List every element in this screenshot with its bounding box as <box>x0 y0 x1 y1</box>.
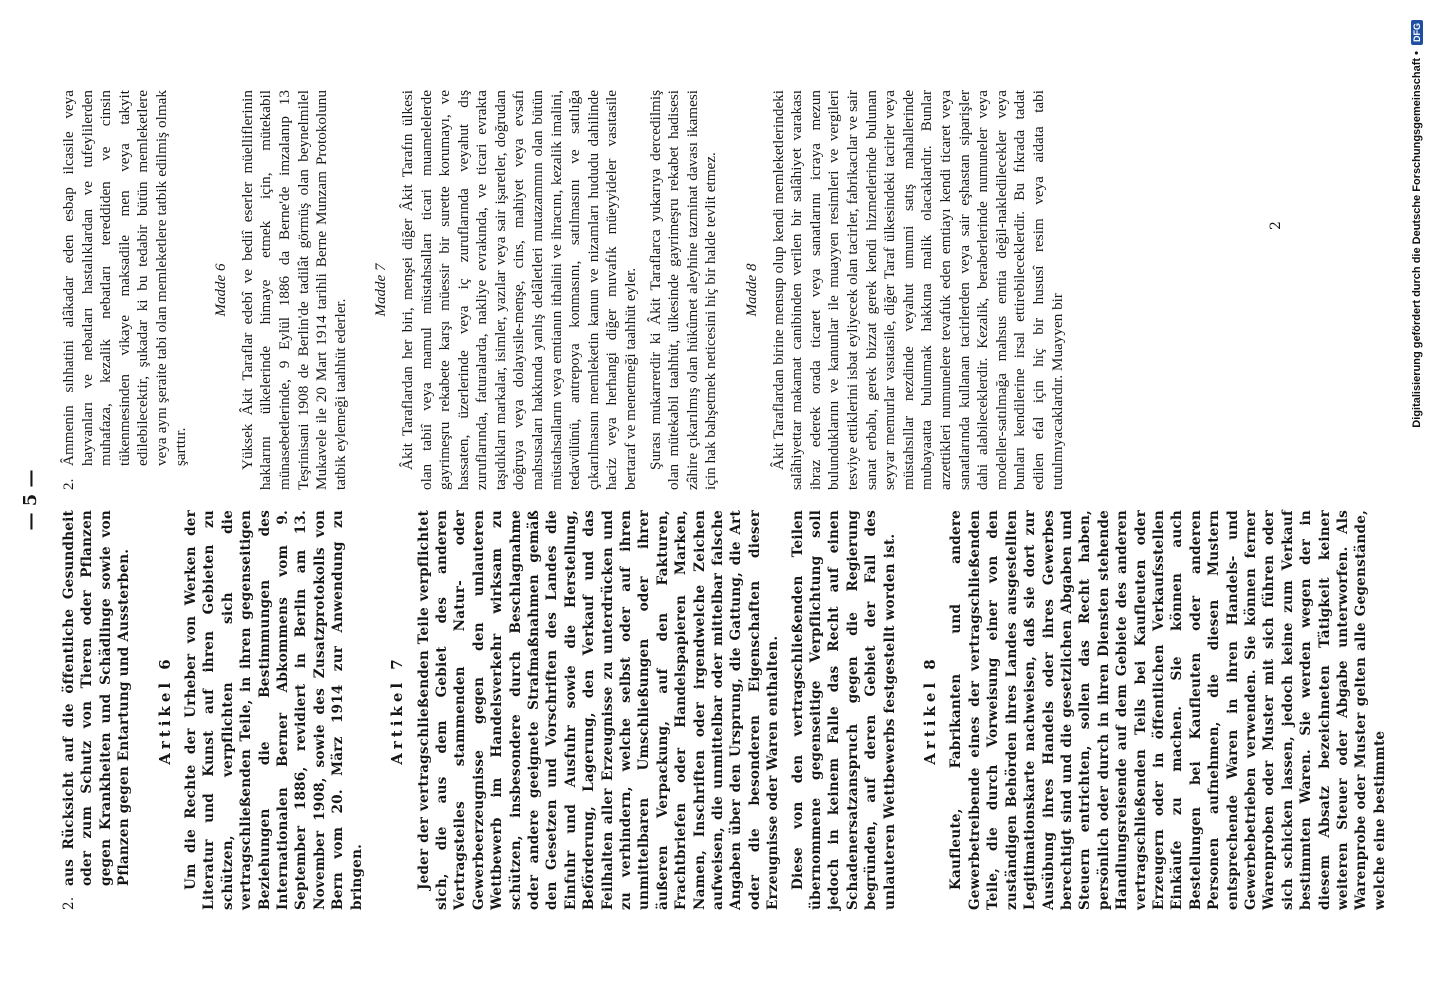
turkish-madde-8-text: Âkit Taraflardan birine mensup olup kendi memleketlerindeki salâhiyettar makamat canibinden verilen bir salâhiyet varakası ibraz ederek orada ticaret veya sanatlarını icraya mezun bulunduklarını ve kanunlar ile muayyen resimleri ve vergileri tesviye ettiklerini isbat eyliyecek olan tacirler, fabrikacılar ve sair sanat erbabı, gerek bizzat gerek kendi hizmetlerinde bulunan seyyar memurlar vasıtasile, diğer Taraf ülkesindeki tacirler veya müstahsıllar nezdinde veyahut umumi satış mahallerinde mubayaatta bulunmak hakkına malik olacaklardır. Bunlar arzettikleri numunelere tevafuk eden emtiayı kendi ticaret veya sanatlarında kullanan tacirlerden veya sair eşhastan siparişler dahi alabileceklerdir. Kezalik, beraberlerinde numuneler veya modeller-satılmağa mahsus emtia değil-nakledilecekler veya bunları kendilerine irsal ettirebileceklerdir. Bu fıkrada tadat edilen efal için hiç bir hususî resim veya aidata tabi tutulmıyacaklardır. Muayyen bir <box>769 90 1066 490</box>
turkish-item-2-number: 2. <box>60 478 77 490</box>
dfg-sidebar <box>1400 0 1434 1000</box>
german-article-7-heading: Artikel 7 <box>388 655 407 765</box>
german-item-2 <box>60 510 134 910</box>
german-article-8-text: Kaufleute, Fabrikanten und andere Gewerbetreibende eines der vertragschließenden Teile, die durch Vorweisung einer von den zuständigen Behörden ihres Landes ausgestellten Legitimationskarte nachweisen, daß sie dort zur Ausübung ihres Handels oder ihres Gewerbes berechtigt sind und die gesetzlichen Abgaben und Steuern entrichten, sollen das Recht haben, persönlich oder durch in ihren Diensten stehende Handlungsreisende auf dem Gebiete des anderen vertragschließenden Teils bei Kaufleuten oder Erzeugern oder in öffentlichen Verkaufsstellen Einkäufe zu machen. Sie können auch Bestellungen bei Kaufleuten oder anderen Personen aufnehmen, die diesen Mustern entsprechende Waren in ihren Handels- und Gewerbebetrieben verwenden. Sie können ferner Warenproben oder Muster mit sich führen oder sich schicken lassen, jedoch keine zum Verkauf bestimmten Waren. Sie werden wegen der in diesem Absatz bezeichneten Tätigkeit keiner weiteren Steuer oder Abgabe unterworfen. Als Warenprobe oder Muster gelten alle Gegenstände, welche eine bestimmte <box>948 510 1388 910</box>
german-article-6-text: Um die Rechte der Urheber von Werken der Literatur und Kunst auf ihren Gebieten zu schützen, verpflichten sich die vertragschließenden Teile, in ihren gegenseitigen Beziehungen die Bestimmungen des Internationalen Berner Abkommens vom 9. September 1886, revidiert in Berlin am 13. November 1908, sowie des Zusatzprotokolls von Bern vom 20. März 1914 zur Anwendung zu bringen. <box>183 510 365 910</box>
dfg-note-text: Digitalisierung gefördert durch die Deutsche Forschungsgemeinschaft • <box>1411 51 1423 428</box>
german-item-2-number: 2. <box>61 896 77 910</box>
german-item-2-text: aus Rücksicht auf die öffentliche Gesundheit oder zum Schutz von Tieren oder Pflanzen gegen Krankheiten und Schädlinge sowie von Pflanzen gegen Entartung und Aussterben. <box>61 510 133 886</box>
turkish-madde-7-paragraph-1: Âkit Taraflardan her biri, menşei diğer Âkit Tarafın ülkesi olan tabiî veya mamul müstahsalları ticari muamelelerde gayrimeşru rekabete karşı müessir bir surette korumayı, ve hassaten, üzerlerinde veya iç zuruflarında veyahut dış zuruflarında, faturalarda, nakliye evrakında, ve ticari evrakta taşıdıkları markalar, isimler, yazılar veya sair işaretler, doğrudan doğruya veya dolayısile-menşe, cins, mahiyet veya evsafı mahsusaları hakkında yanlış delâletleri mutazammın olan bütün müstahsalların veya emtianın ithalini ve ihracını, kezalik imalini, tedavülünü, antrepoya konmasını, satılmasını ve satılığa çıkarılmasını memleketin kanun ve nizamları hududu dahilinde haciz veya herhangi diğer muvafık müeyyideler vasıtasile bertaraf ve menetmeği taahhüt eyler. <box>398 90 640 490</box>
turkish-madde-6-text: Yüksek Âkit Taraflar edebî ve bediî eserler müelliflerinin haklarını ülkelerinde himaye etmek için, mütekabil münasebetlerinde, 9 Eylül 1886 da Berne'de imzalanıp 13 Teşrinisani 1908 de Berlin'de tadilât görmüş olan beynelmilel Mukavele ile 20 Mart 1914 tarihli Berne Munzam Protokolunu tatbik eylemeği taahhüt ederler. <box>238 90 349 490</box>
german-article-7-paragraph-2: Diese von den vertragschließenden Teilen übernommene gegenseitige Verpflichtung soll jedoch in keinem Falle das Recht auf einen Schadenersatzanspruch gegen die Regierung begründen, auf deren Gebiet der Fall des unlauteren Wettbewerbs festgestellt worden ist. <box>789 510 898 910</box>
dfg-note <box>1400 0 1434 1000</box>
turkish-madde-7-paragraph-2: Şurası mukarrerdir ki Âkit Taraflarca yukarıya dercedilmiş olan mütekabil taahhüt, ülkesinde gayrimeşru rekabet hadisesi zâhire çıkarılmış olan hükûmet aleyhine tazminat davası ikamesi için hak bahşetmek neticesini hiç bir halde tevlit etmez. <box>646 90 720 490</box>
german-column <box>60 510 1388 910</box>
turkish-madde-6-heading: Madde 6 <box>213 263 230 317</box>
german-article-6-heading: Artikel 6 <box>155 655 174 765</box>
turkish-item-2 <box>60 90 190 490</box>
german-article-8-heading: Artikel 8 <box>921 655 940 765</box>
turkish-item-2-text: Âmmenin sıhhatini alâkadar eden esbap ilcasile veya hayvanları ve nebatları hastalıklardan ve tufeylilerden muhafaza, kezalik nebatları tereddiden ve cinsin tükenmesinden vikaye maksadile men veya takyit edilebilecektir, şukadar ki bu tedabir bütün memleketlere veya aynı şeraite tabi olan memleketlere tatbik edilmiş olmak şarttır. <box>60 90 189 466</box>
turkish-column <box>60 90 1240 490</box>
footer-number: 2 <box>1268 221 1284 230</box>
turkish-madde-8-heading: Madde 8 <box>744 263 760 317</box>
dfg-logo-icon: DFG <box>1411 20 1423 45</box>
turkish-madde-7-heading: Madde 7 <box>373 263 390 317</box>
page-number: — 5 — <box>20 469 41 531</box>
german-article-7-paragraph-1: Jeder der vertragschließenden Teile verpflichtet sich, die aus dem Gebiet des anderen Vertragsteiles stammenden Natur- oder Gewerbeerzeugnisse gegen den unlauteren Wettbewerb im Handelsverkehr wirksam zu schützen, insbesondere durch Beschlagnahme oder andere geeignete Strafmaßnahmen gemäß den Gesetzen und Vorschriften des Landes die Einfuhr und Ausfuhr sowie die Herstellung, Beförderung, Lagerung, den Verkauf und das Feilhalten aller Erzeugnisse zu unterdrücken und zu verhindern, welche selbst oder auf ihren unmittelbaren Umschließungen oder ihrer äußeren Verpackung, auf den Fakturen, Frachtbriefen oder Handelspapieren Marken, Namen, Inschriften oder irgendwelche Zeichen aufweisen, die unmittelbar oder mittelbar falsche Angaben über den Ursprung, die Gattung, die Art oder die besonderen Eigenschaften dieser Erzeugnisse oder Waren enthalten. <box>415 510 782 910</box>
